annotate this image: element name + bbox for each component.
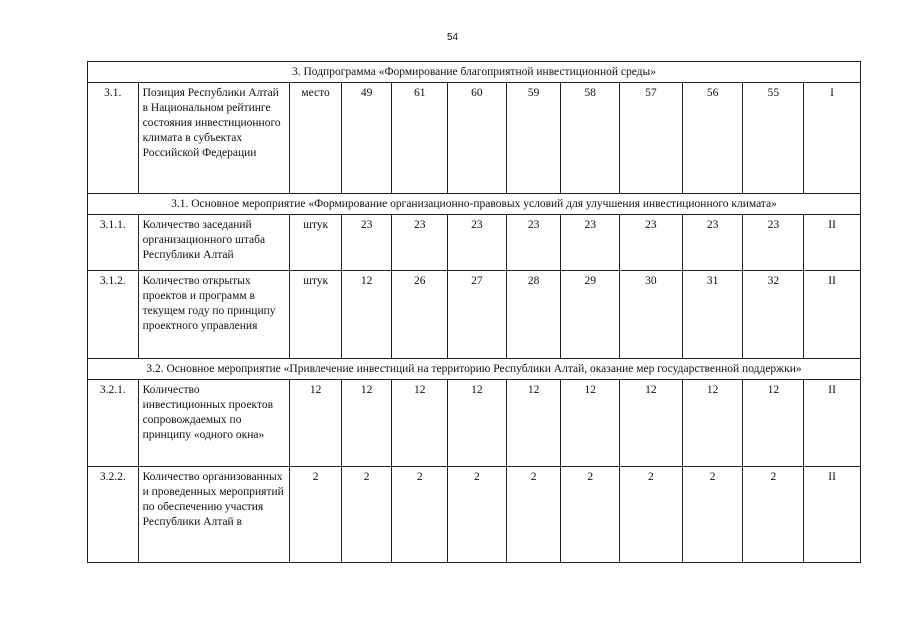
value-cell: 28 xyxy=(506,271,561,359)
value-cell: 2 xyxy=(506,467,561,563)
value-cell: 23 xyxy=(682,215,743,271)
value-cell: 23 xyxy=(620,215,683,271)
value-cell: 23 xyxy=(743,215,804,271)
unit-cell: место xyxy=(290,83,342,194)
value-cell: 12 xyxy=(448,380,507,467)
row-number: 3.1.2. xyxy=(88,271,139,359)
value-cell: 49 xyxy=(341,83,392,194)
value-cell: 23 xyxy=(506,215,561,271)
value-cell: 27 xyxy=(448,271,507,359)
indicator-name: Количество заседаний организационного штаба Республики Алтай xyxy=(138,215,290,271)
indicator-name: Количество открытых проектов и программ в текущем году по принципу проектного управления xyxy=(138,271,290,359)
row-number: 3.2.1. xyxy=(88,380,139,467)
value-cell: 57 xyxy=(620,83,683,194)
value-cell: 55 xyxy=(743,83,804,194)
value-cell: 2 xyxy=(392,467,448,563)
type-cell: II xyxy=(804,215,861,271)
value-cell: 23 xyxy=(392,215,448,271)
value-cell: 2 xyxy=(682,467,743,563)
subprogram-header-row xyxy=(88,62,861,83)
row-number: 3.2.2. xyxy=(88,467,139,563)
value-cell: 2 xyxy=(620,467,683,563)
indicator-name: Количество организованных и проведенных мероприятий по обеспечению участия Республики Алтай в xyxy=(138,467,290,563)
value-cell: 12 xyxy=(290,380,342,467)
type-cell: II xyxy=(804,271,861,359)
value-cell: 58 xyxy=(561,83,620,194)
type-cell: II xyxy=(804,467,861,563)
section-header-row xyxy=(88,359,861,380)
section-header: 3.2. Основное мероприятие «Привлечение инвестиций на территорию Республики Алтай, оказание мер государственной поддержки» xyxy=(88,359,861,380)
value-cell: 61 xyxy=(392,83,448,194)
value-cell: 23 xyxy=(561,215,620,271)
value-cell: 59 xyxy=(506,83,561,194)
value-cell: 31 xyxy=(682,271,743,359)
table-row xyxy=(88,271,861,359)
value-cell: 32 xyxy=(743,271,804,359)
value-cell: 2 xyxy=(561,467,620,563)
subprogram-header: 3. Подпрограмма «Формирование благоприятной инвестиционной среды» xyxy=(88,62,861,83)
table-row xyxy=(88,215,861,271)
value-cell: 56 xyxy=(682,83,743,194)
row-number: 3.1. xyxy=(88,83,139,194)
section-header-row xyxy=(88,194,861,215)
value-cell: 12 xyxy=(682,380,743,467)
section-header: 3.1. Основное мероприятие «Формирование организационно-правовых условий для улучшения инвестиционного климата» xyxy=(88,194,861,215)
value-cell: 23 xyxy=(448,215,507,271)
unit-cell: штук xyxy=(290,271,342,359)
unit-cell: штук xyxy=(290,215,342,271)
table-row xyxy=(88,83,861,194)
value-cell: 12 xyxy=(620,380,683,467)
page-number: 54 xyxy=(446,32,459,43)
indicators-table xyxy=(87,61,861,563)
value-cell: 2 xyxy=(743,467,804,563)
value-cell: 12 xyxy=(743,380,804,467)
value-cell: 12 xyxy=(506,380,561,467)
indicator-name: Количество инвестиционных проектов сопровождаемых по принципу «одного окна» xyxy=(138,380,290,467)
value-cell: 23 xyxy=(341,215,392,271)
table-row xyxy=(88,467,861,563)
value-cell: 12 xyxy=(392,380,448,467)
value-cell: 2 xyxy=(290,467,342,563)
value-cell: 2 xyxy=(448,467,507,563)
value-cell: 12 xyxy=(341,380,392,467)
value-cell: 12 xyxy=(341,271,392,359)
value-cell: 2 xyxy=(341,467,392,563)
value-cell: 26 xyxy=(392,271,448,359)
row-number: 3.1.1. xyxy=(88,215,139,271)
type-cell: I xyxy=(804,83,861,194)
value-cell: 29 xyxy=(561,271,620,359)
indicator-name: Позиция Республики Алтай в Национальном рейтинге состояния инвестиционного климата в субъектах Российской Федерации xyxy=(138,83,290,194)
value-cell: 60 xyxy=(448,83,507,194)
type-cell: II xyxy=(804,380,861,467)
value-cell: 12 xyxy=(561,380,620,467)
table-row xyxy=(88,380,861,467)
value-cell: 30 xyxy=(620,271,683,359)
